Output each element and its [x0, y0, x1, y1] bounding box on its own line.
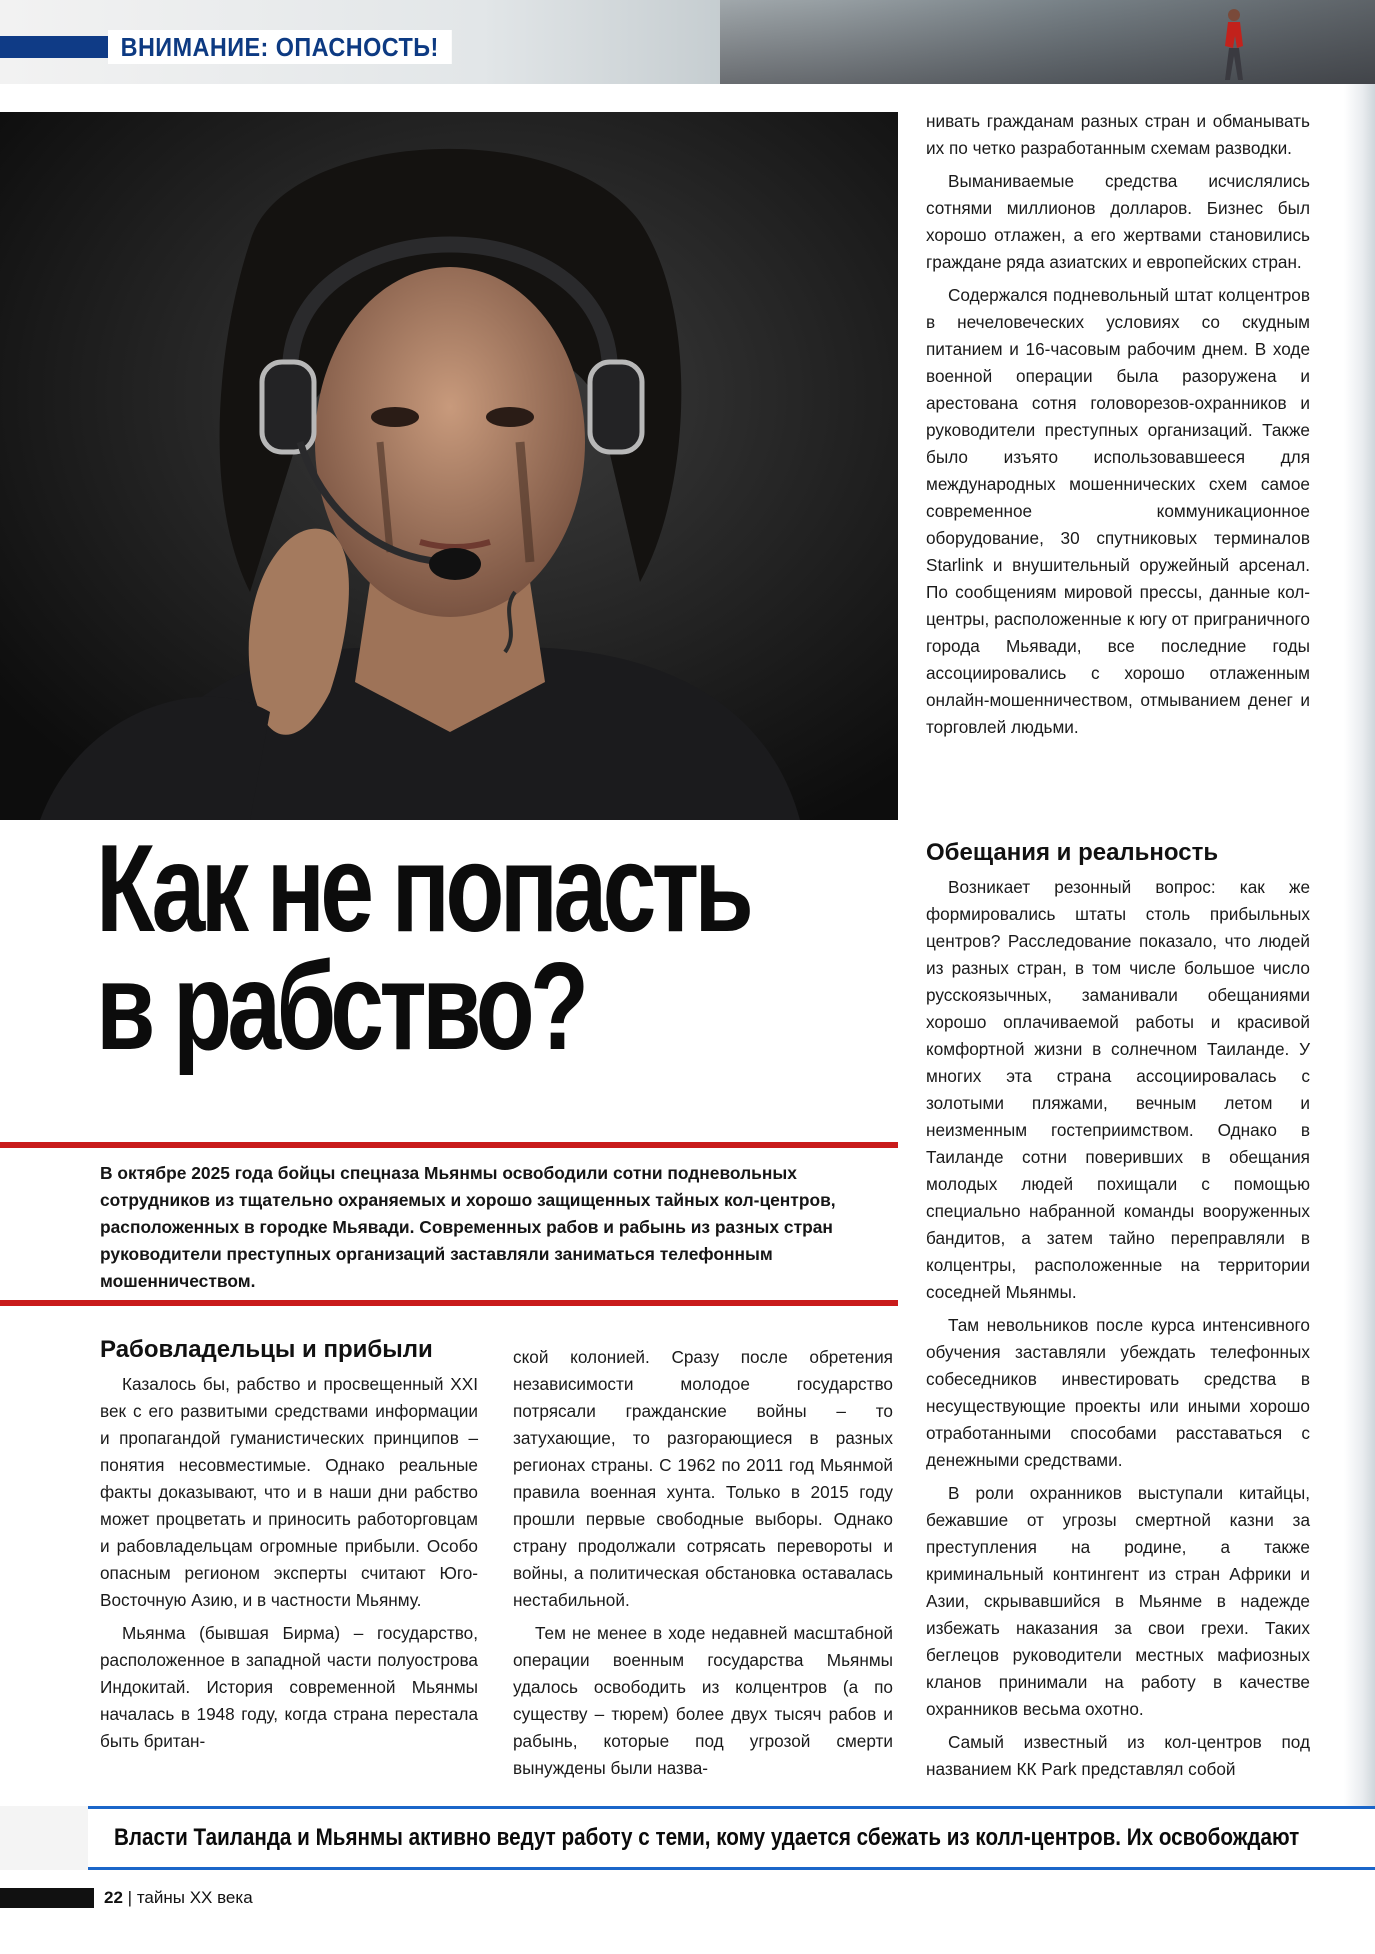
paragraph: Возникает резонный вопрос: как же формировались штаты столь прибыльных центров? Расследование показало, что людей из разных стран, в том числе большое число русскоязычных, заманивали обещаниями хорошо оплачиваемой работы и красивой комфортной жизни в солнечном Таиланде. У многих эта страна ассоциировалась с золотыми пляжами, вечным летом и неизменным гостеприимством. Однако в Таиланде сотни поверивших в обещания молодых людей похищали с помощью специально набранной команды вооруженных бандитов, а затем тайно переправляли в колцентры, расположенные на территории соседней Мьянмы.	[926, 877, 1310, 1302]
paragraph: ской колонией. Сразу после обретения независимости молодое государство потрясали гражданские войны – то затухающие, то разгорающиеся в разных регионах страны. С 1962 по 2011 год Мьянмой правила военная хунта. Только в 2015 году прошли первые свободные выборы. Однако страну продолжали сотрясать перевороты и войны, а политическая обстановка оставалась нестабильной.	[513, 1347, 893, 1610]
paragraph: Тем не менее в ходе недавней масштабной операции военным государства Мьянмы удалось освободить из колцентров (а по существу – тюрем) более двух тысяч рабов и рабынь, которые под угрозой смерти вынуждены были назва-	[513, 1623, 893, 1778]
section-heading: Обещания и реальность	[926, 839, 1219, 866]
header-background-image	[720, 0, 1375, 84]
divider-bottom	[0, 1300, 898, 1306]
article-lead: В октябре 2025 года бойцы спецназа Мьянмы освободили сотни подневольных сотрудников из тщательно охраняемых и хорошо защищенных тайных кол-центров, расположенных в городке Мьявади. Современных рабов и рабынь из разных стран руководители преступных организаций заставляли заниматься телефонным мошенничеством.	[100, 1163, 836, 1291]
paragraph: Выманиваемые средства исчислялись сотнями миллионов долларов. Бизнес был хорошо отлажен, а его жертвами становились граждане ряда азиатских и европейских стран.	[926, 171, 1310, 272]
paragraph: Самый известный из кол-центров под названием КК Park представлял собой	[926, 1732, 1310, 1779]
footer-accent-block	[0, 1888, 94, 1908]
footer-separator: |	[127, 1888, 133, 1907]
section-heading: Рабовладельцы и прибыли	[100, 1336, 433, 1363]
article-column-right	[926, 838, 1310, 1789]
magazine-name: тайны XX века	[136, 1888, 253, 1907]
article-title-line1: Как не попасть	[96, 820, 750, 958]
article-column-right-top	[926, 108, 1310, 747]
paragraph: Мьянма (бывшая Бирма) – государство, расположенное в западной части полуострова Индокитай. История современной Мьянмы началась в 1948 году, когда страна перестала быть британ-	[100, 1623, 478, 1751]
divider-top	[0, 1142, 898, 1148]
quote-bar-margin	[0, 1806, 88, 1870]
section-label: ВНИМАНИЕ: ОПАСНОСТЬ!	[108, 30, 451, 64]
paragraph: В роли охранников выступали китайцы, бежавшие от угрозы смертной казни за преступления на родине, а также криминальный контингент из стран Африки и Азии, скрывавшийся в Мьянме в надежде избежать наказания за свои грехи. Таких беглецов руководители местных мафиозных кланов принимали на работу в качестве охранников весьма охотно.	[926, 1483, 1310, 1719]
pull-quote-bar	[88, 1806, 1375, 1870]
paragraph: Содержался подневольный штат колцентров в нечеловеческих условиях со скудным питанием и 16-часовым рабочим днем. В ходе военной операции была разоружена и арестована сотня головорезов-охранников и руководители преступных организаций. Также было изъято использовавшееся для международных мошеннических схем самое современное коммуникационное оборудование, 30 спутниковых терминалов Starlink и внушительный оружейный арсенал. По сообщениям мировой прессы, данные кол-центры, расположенные к югу от приграничного города Мьявади, все последние годы ассоциировались с хорошо отлаженным онлайн-мошенничеством, отмыванием денег и торговлей людьми.	[926, 285, 1310, 737]
running-figure-illustration	[1215, 6, 1253, 82]
article-column-left	[100, 1335, 478, 1761]
page-footer	[104, 1885, 253, 1911]
article-title	[96, 820, 750, 1076]
paragraph: Там невольников после курса интенсивного обучения заставляли убеждать телефонных собеседников инвестировать средства в несуществующие проекты или иными хорошо отработанными способами расставаться с денежными средствами.	[926, 1315, 1310, 1470]
operator-woman-headset-photo	[0, 112, 898, 820]
page-number: 22	[104, 1888, 123, 1907]
article-title-line2: в рабство?	[96, 938, 585, 1076]
article-photo	[0, 112, 898, 820]
pull-quote: Власти Таиланда и Мьянмы активно ведут работу с теми, кому удается сбежать из колл-центров. Их освобождают	[114, 1824, 1300, 1851]
paragraph: Казалось бы, рабство и просвещенный XXI век с его развитыми средствами информации и пропагандой гуманистических принципов – понятия несовместимые. Однако реальные факты доказывают, что и в наши дни рабство может процветать и приносить работорговцам и рабовладельцам огромные прибыли. Особо опасным регионом эксперты считают Юго-Восточную Азию, и в частности Мьянму.	[100, 1374, 478, 1610]
article-column-middle	[513, 1344, 893, 1788]
next-page-edge	[1344, 84, 1375, 1806]
paragraph: нивать гражданам разных стран и обманывать их по четко разработанным схемам разводки.	[926, 111, 1310, 158]
header-accent-block	[0, 36, 108, 58]
